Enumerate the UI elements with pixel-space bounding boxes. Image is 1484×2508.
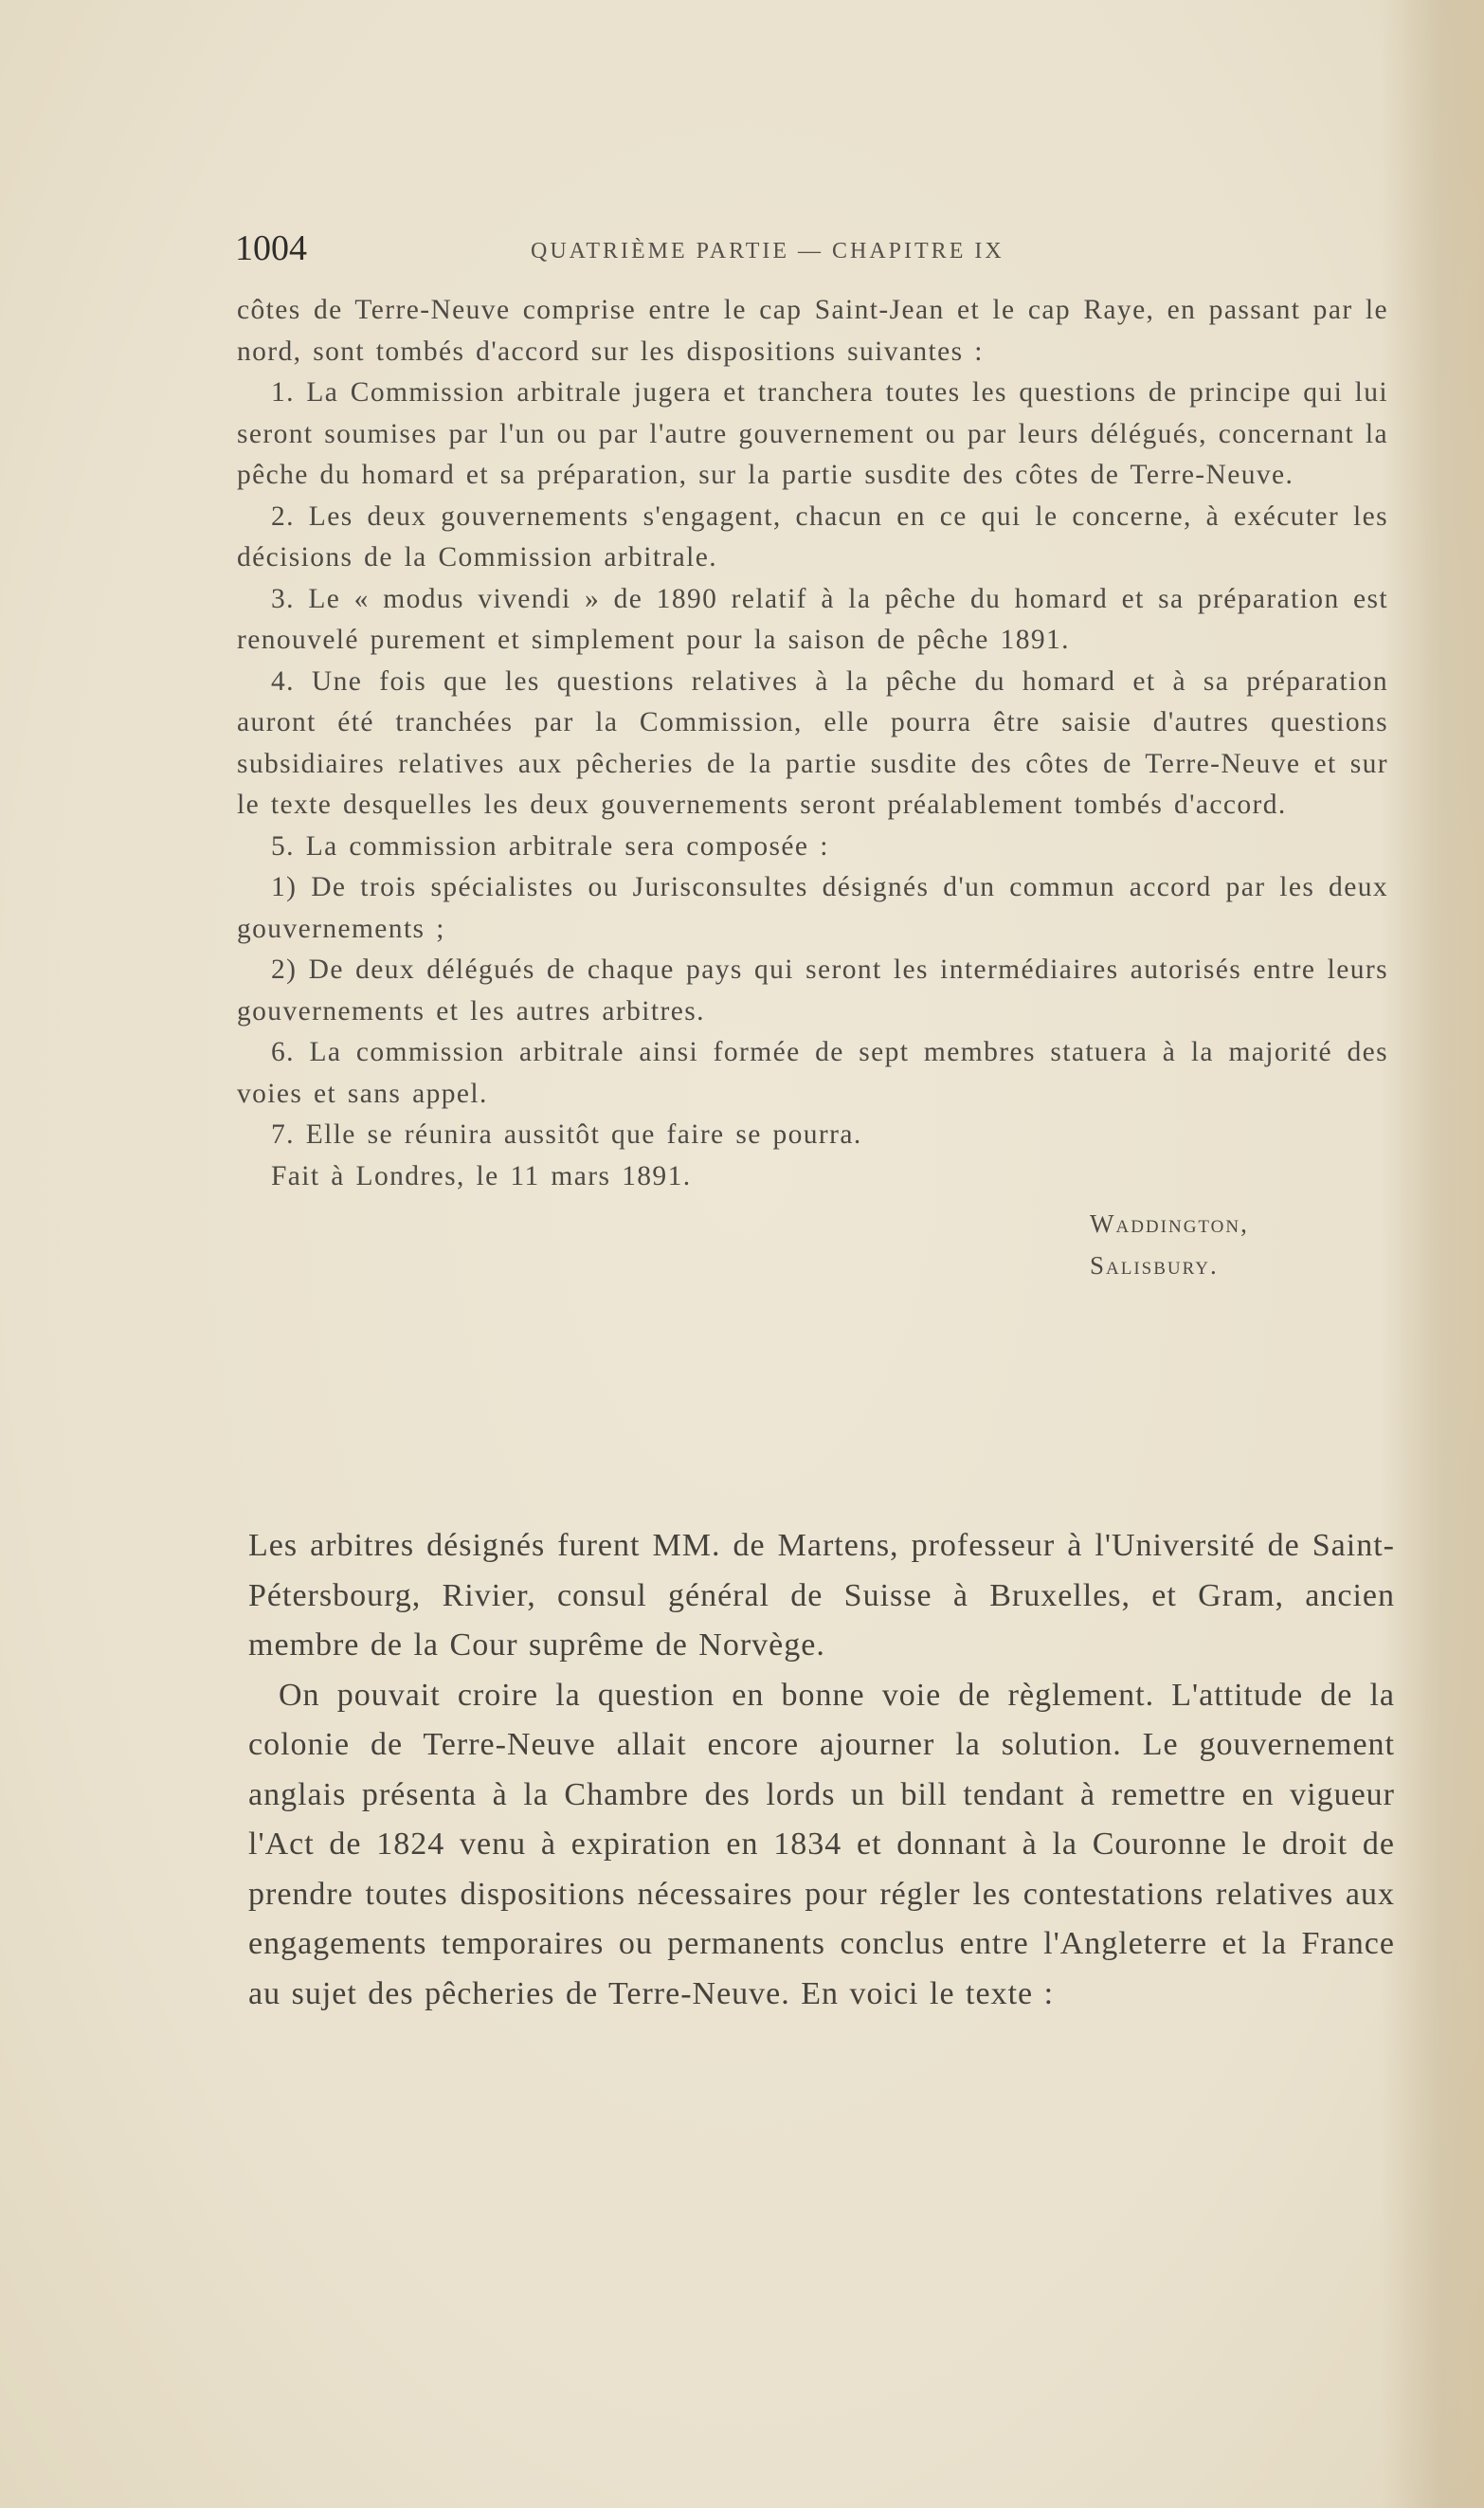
treaty-article-5-item-1: 1) De trois spécialistes ou Jurisconsultes désignés d'un commun accord par les deux gouvernements ; bbox=[237, 872, 1388, 944]
body-paragraph-1: Les arbitres désignés furent MM. de Martens, professeur à l'Université de Saint-Pétersbourg, Rivier, consul général de Suisse à Bruxelles, et Gram, ancien membre de la Cour suprême de Norvège. bbox=[248, 1528, 1395, 1663]
treaty-article-3: 3. Le « modus vivendi » de 1890 relatif à la pêche du homard et sa préparation est renouvelé purement et simplement pour la saison de pêche 1891. bbox=[237, 583, 1388, 655]
treaty-article-5-item-2: 2) De deux délégués de chaque pays qui seront les intermédiaires autorisés entre leurs gouvernements et les autres arbitres. bbox=[237, 954, 1388, 1027]
treaty-text-block bbox=[237, 290, 1388, 1286]
page-header bbox=[235, 227, 1391, 275]
page-number: 1004 bbox=[235, 228, 307, 268]
treaty-article-6: 6. La commission arbitrale ainsi formée de sept membres statuera à la majorité des voies et sans appel. bbox=[237, 1037, 1388, 1109]
treaty-article-2: 2. Les deux gouvernements s'engagent, chacun en ce qui le concerne, à exécuter les décisions de la Commission arbitrale. bbox=[237, 500, 1388, 572]
treaty-article-4: 4. Une fois que les questions relatives à la pêche du homard et à sa préparation auront été tranchées par la Commission, elle pourra être saisie d'autres questions subsidiaires relatives aux pêcheries de la partie susdite des côtes de Terre-Neuve et sur le texte desquelles les deux gouvernements seront préalablement tombés d'accord. bbox=[237, 665, 1388, 820]
running-head: QUATRIÈME PARTIE — CHAPITRE IX bbox=[531, 239, 1004, 264]
signature-block bbox=[237, 1203, 1388, 1286]
signature-salisbury: Salisbury. bbox=[1090, 1251, 1219, 1280]
treaty-article-7: 7. Elle se réunira aussitôt que faire se pourra. bbox=[271, 1119, 862, 1150]
treaty-paragraph: côtes de Terre-Neuve comprise entre le cap Saint-Jean et le cap Raye, en passant par le nord, sont tombés d'accord sur les dispositions suivantes : bbox=[237, 295, 1388, 367]
signature-waddington: Waddington, bbox=[1090, 1209, 1249, 1238]
treaty-date-line: Fait à Londres, le 11 mars 1891. bbox=[271, 1160, 692, 1191]
body-paragraph-2: On pouvait croire la question en bonne voie de règlement. L'attitude de la colonie de Terre-Neuve allait encore ajourner la solution. Le gouvernement anglais présenta à la Chambre des lords un bill tendant à remettre en vigueur l'Act de 1824 venu à expiration en 1834 et donnant à la Couronne le droit de prendre toutes dispositions nécessaires pour régler les contestations relatives aux engagements temporaires ou permanents conclus entre l'Angleterre et la France au sujet des pêcheries de Terre-Neuve. En voici le texte : bbox=[248, 1677, 1395, 2011]
treaty-article-1: 1. La Commission arbitrale jugera et tranchera toutes les questions de principe qui lui seront soumises par l'un ou par l'autre gouvernement ou par leurs délégués, concernant la pêche du homard et sa préparation, sur la partie susdite des côtes de Terre-Neuve. bbox=[237, 377, 1388, 490]
body-text-block bbox=[248, 1521, 1395, 2019]
treaty-article-5: 5. La commission arbitrale sera composée : bbox=[271, 830, 829, 862]
